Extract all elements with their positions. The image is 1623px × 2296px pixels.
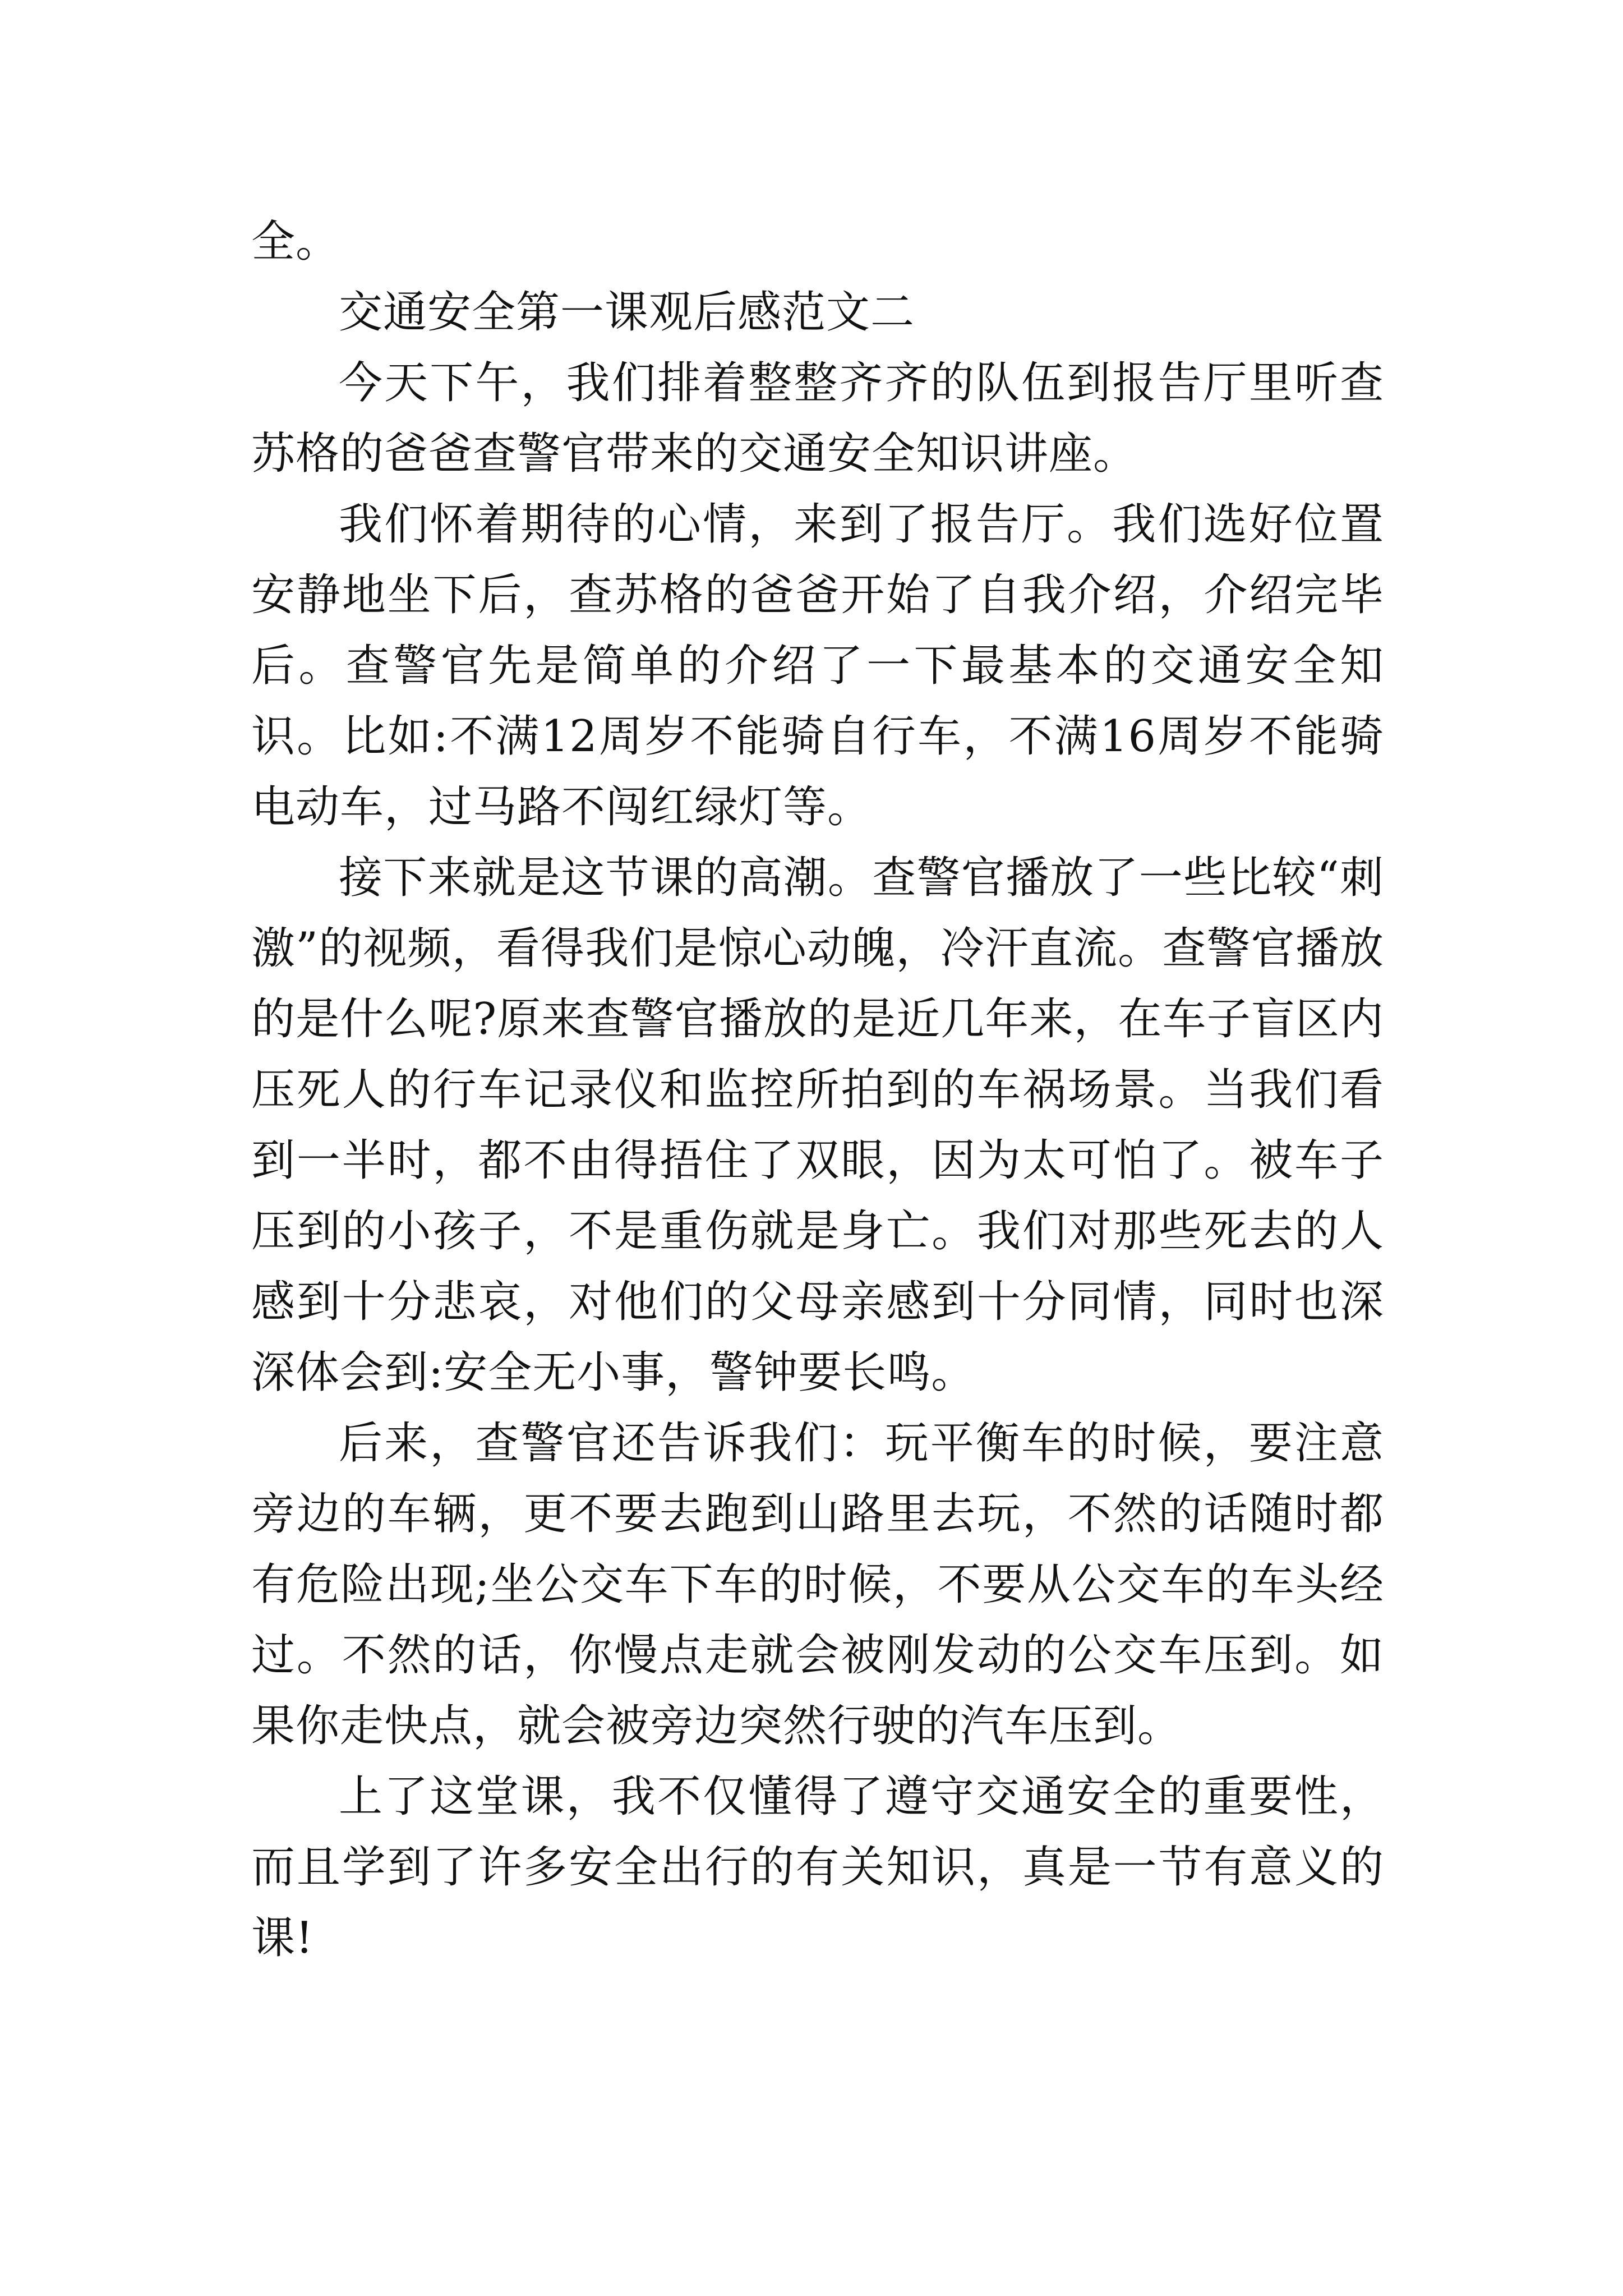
paragraph-1: 今天下午，我们排着整整齐齐的队伍到报告厅里听查苏格的爸爸查警官带来的交通安全知识讲座。 [251,358,1384,479]
paragraph-4: 后来，查警官还告诉我们：玩平衡车的时候，要注意旁边的车辆，更不要去跑到山路里去玩，不然的话随时都有危险出现;坐公交车下车的时候，不要从公交车的车头经过。不然的话，你慢点走就会被刚发动的公交车压到。如果你走快点，就会被旁边突然行驶的汽车压到。 [251,1418,1384,1751]
paragraph-3: 接下来就是这节课的高潮。查警官播放了一些比较“刺激”的视频，看得我们是惊心动魄，冷汗直流。查警官播放的是什么呢?原来查警官播放的是近几年来，在车子盲区内压死人的行车记录仪和监控所拍到的车祸场景。当我们看到一半时，都不由得捂住了双眼，因为太可怕了。被车子压到的小孩子，不是重伤就是身亡。我们对那些死去的人感到十分悲哀，对他们的父母亲感到十分同情，同时也深深体会到:安全无小事，警钟要长鸣。 [251,853,1384,1398]
paragraph-5: 上了这堂课，我不仅懂得了遵守交通安全的重要性，而且学到了许多安全出行的有关知识，真是一节有意义的课! [251,1772,1384,1963]
document-body [251,206,1384,1973]
continuation-text: 全。 [251,217,340,267]
essay-title: 交通安全第一课观后感范文二 [339,287,915,338]
paragraph-2: 我们怀着期待的心情，来到了报告厅。我们选好位置安静地坐下后，查苏格的爸爸开始了自我介绍，介绍完毕后。查警官先是简单的介绍了一下最基本的交通安全知识。比如:不满12周岁不能骑自行车，不满16周岁不能骑电动车，过马路不闯红绿灯等。 [251,499,1384,832]
